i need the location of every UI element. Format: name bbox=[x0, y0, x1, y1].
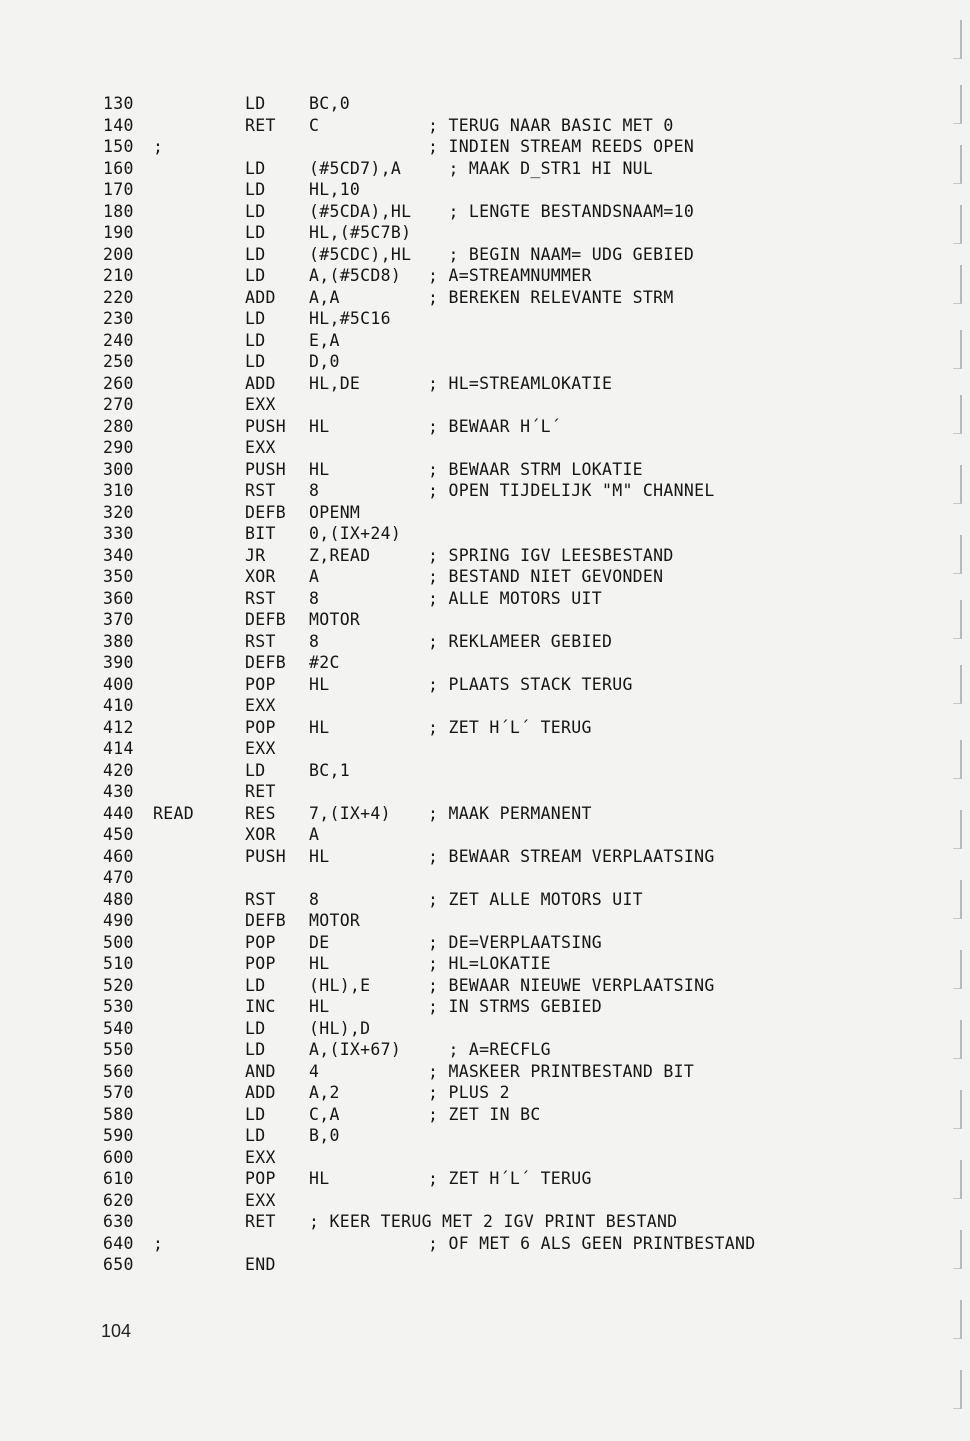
operand: 8 bbox=[309, 889, 320, 909]
opcode: POP bbox=[245, 1169, 276, 1188]
edge-tab bbox=[953, 330, 962, 369]
opcode: RST bbox=[245, 631, 276, 651]
code-line bbox=[0, 1211, 900, 1233]
opcode: EXX bbox=[245, 1147, 276, 1167]
operand: B,0 bbox=[309, 1126, 340, 1145]
code-line bbox=[0, 523, 900, 545]
code-line bbox=[0, 1254, 900, 1276]
operand: HL,(#5C7B) bbox=[309, 223, 412, 242]
operand: BC,0 bbox=[309, 94, 350, 113]
code-line bbox=[0, 1082, 900, 1104]
code-line bbox=[0, 136, 900, 158]
line-number: 530 bbox=[103, 997, 134, 1016]
code-line bbox=[0, 244, 900, 266]
line-number: 500 bbox=[103, 932, 134, 952]
line-number: 140 bbox=[103, 115, 134, 135]
line-number: 330 bbox=[103, 524, 134, 543]
code-line bbox=[0, 179, 900, 201]
line-number: 360 bbox=[103, 588, 134, 608]
operand: C,A bbox=[309, 1104, 340, 1124]
comment: ; OPEN TIJDELIJK "M" CHANNEL bbox=[428, 481, 715, 500]
code-line bbox=[0, 115, 900, 137]
opcode: LD bbox=[245, 330, 266, 350]
line-label: ; bbox=[153, 1233, 164, 1253]
opcode: XOR bbox=[245, 567, 276, 586]
edge-tab bbox=[953, 145, 962, 184]
code-line bbox=[0, 588, 900, 610]
code-line bbox=[0, 717, 900, 739]
operand: (HL),E bbox=[309, 975, 371, 995]
comment: ; MAAK D_STR1 HI NUL bbox=[428, 158, 654, 178]
opcode: RST bbox=[245, 889, 276, 909]
opcode: LD bbox=[245, 1018, 266, 1038]
operand: HL bbox=[309, 997, 330, 1016]
code-line bbox=[0, 416, 900, 438]
edge-tab bbox=[953, 20, 962, 59]
code-line bbox=[0, 910, 900, 932]
operand: HL bbox=[309, 954, 330, 973]
operand: (#5CDA),HL bbox=[309, 201, 412, 221]
line-number: 180 bbox=[103, 201, 134, 221]
line-number: 290 bbox=[103, 438, 134, 457]
opcode: LD bbox=[245, 244, 266, 264]
code-line bbox=[0, 287, 900, 309]
comment: ; REKLAMEER GEBIED bbox=[428, 631, 613, 651]
line-number: 380 bbox=[103, 631, 134, 651]
line-label: READ bbox=[153, 803, 194, 823]
operand: #2C bbox=[309, 653, 340, 672]
opcode: LD bbox=[245, 1104, 266, 1124]
code-line bbox=[0, 953, 900, 975]
code-line bbox=[0, 265, 900, 287]
operand: HL bbox=[309, 674, 330, 694]
opcode: BIT bbox=[245, 524, 276, 543]
code-line bbox=[0, 738, 900, 760]
edge-tab bbox=[953, 1230, 962, 1269]
opcode: EXX bbox=[245, 438, 276, 457]
code-line bbox=[0, 437, 900, 459]
code-line bbox=[0, 674, 900, 696]
comment: ; HL=LOKATIE bbox=[428, 954, 551, 973]
operand: HL bbox=[309, 416, 330, 436]
line-number: 414 bbox=[103, 739, 134, 758]
line-number: 230 bbox=[103, 309, 134, 328]
opcode: LD bbox=[245, 180, 266, 199]
operand: C bbox=[309, 115, 320, 135]
opcode: EXX bbox=[245, 739, 276, 758]
line-number: 320 bbox=[103, 502, 134, 522]
opcode: PUSH bbox=[245, 846, 286, 866]
code-line bbox=[0, 502, 900, 524]
edge-tab bbox=[953, 1090, 962, 1129]
line-number: 480 bbox=[103, 889, 134, 909]
edge-tab bbox=[953, 85, 962, 124]
opcode: EXX bbox=[245, 395, 276, 414]
code-line bbox=[0, 932, 900, 954]
opcode: AND bbox=[245, 1061, 276, 1081]
edge-tab bbox=[953, 1370, 962, 1409]
opcode: LD bbox=[245, 1126, 266, 1145]
page-edge-index-tabs bbox=[920, 0, 970, 1441]
line-number: 430 bbox=[103, 782, 134, 801]
line-number: 420 bbox=[103, 760, 134, 780]
line-number: 190 bbox=[103, 223, 134, 242]
opcode: RST bbox=[245, 588, 276, 608]
opcode: END bbox=[245, 1255, 276, 1274]
opcode: RES bbox=[245, 803, 276, 823]
line-number: 640 bbox=[103, 1233, 134, 1253]
opcode: LD bbox=[245, 223, 266, 242]
edge-tab bbox=[953, 205, 962, 244]
opcode: DEFB bbox=[245, 653, 286, 672]
comment: ; BEGIN NAAM= UDG GEBIED bbox=[428, 244, 695, 264]
opcode: LD bbox=[245, 975, 266, 995]
code-line bbox=[0, 308, 900, 330]
opcode: PUSH bbox=[245, 416, 286, 436]
opcode: XOR bbox=[245, 825, 276, 844]
line-number: 490 bbox=[103, 911, 134, 930]
code-line bbox=[0, 631, 900, 653]
operand: A,(#5CD8) bbox=[309, 266, 402, 285]
code-line bbox=[0, 781, 900, 803]
edge-tab bbox=[953, 465, 962, 504]
line-number: 200 bbox=[103, 244, 134, 264]
line-number: 310 bbox=[103, 481, 134, 500]
edge-tab bbox=[953, 395, 962, 434]
line-number: 550 bbox=[103, 1040, 134, 1059]
code-line bbox=[0, 566, 900, 588]
operand: OPENM bbox=[309, 502, 361, 522]
comment: ; INDIEN STREAM REEDS OPEN bbox=[428, 137, 695, 156]
opcode: POP bbox=[245, 932, 276, 952]
operand: A bbox=[309, 567, 320, 586]
operand: (#5CD7),A bbox=[309, 158, 402, 178]
edge-tab bbox=[953, 880, 962, 919]
operand: E,A bbox=[309, 330, 340, 350]
opcode: RET bbox=[245, 1212, 276, 1231]
line-number: 160 bbox=[103, 158, 134, 178]
line-number: 260 bbox=[103, 373, 134, 393]
line-number: 650 bbox=[103, 1255, 134, 1274]
opcode: DEFB bbox=[245, 911, 286, 930]
line-number: 350 bbox=[103, 567, 134, 586]
code-line bbox=[0, 1168, 900, 1190]
line-number: 440 bbox=[103, 803, 134, 823]
comment: ; BEWAAR H´L´ bbox=[428, 416, 562, 436]
operand: MOTOR bbox=[309, 911, 361, 930]
code-line bbox=[0, 867, 900, 889]
operand: A,(IX+67) bbox=[309, 1040, 402, 1059]
opcode: LD bbox=[245, 309, 266, 328]
edge-tab bbox=[953, 600, 962, 639]
operand: DE bbox=[309, 932, 330, 952]
comment: ; A=RECFLG bbox=[428, 1040, 551, 1059]
comment: ; MAAK PERMANENT bbox=[428, 803, 592, 823]
code-line bbox=[0, 394, 900, 416]
operand: HL bbox=[309, 1169, 330, 1188]
line-number: 410 bbox=[103, 696, 134, 715]
line-number: 630 bbox=[103, 1212, 134, 1231]
code-line bbox=[0, 1018, 900, 1040]
operand: HL,#5C16 bbox=[309, 309, 391, 328]
line-number: 400 bbox=[103, 674, 134, 694]
edge-tab bbox=[953, 265, 962, 304]
comment: ; HL=STREAMLOKATIE bbox=[428, 373, 613, 393]
operand: ; KEER TERUG MET 2 IGV PRINT BESTAND bbox=[309, 1212, 678, 1231]
opcode: EXX bbox=[245, 696, 276, 715]
line-number: 240 bbox=[103, 330, 134, 350]
line-number: 620 bbox=[103, 1190, 134, 1210]
page-number: 104 bbox=[101, 1321, 132, 1341]
code-line bbox=[0, 545, 900, 567]
line-number: 280 bbox=[103, 416, 134, 436]
line-number: 510 bbox=[103, 954, 134, 973]
operand: D,0 bbox=[309, 352, 340, 371]
opcode: INC bbox=[245, 997, 276, 1016]
line-number: 250 bbox=[103, 352, 134, 371]
opcode: LD bbox=[245, 760, 266, 780]
opcode: EXX bbox=[245, 1190, 276, 1210]
comment: ; TERUG NAAR BASIC MET 0 bbox=[428, 115, 674, 135]
line-number: 520 bbox=[103, 975, 134, 995]
line-number: 470 bbox=[103, 868, 134, 887]
code-line bbox=[0, 1190, 900, 1212]
operand: HL bbox=[309, 459, 330, 479]
line-number: 150 bbox=[103, 137, 134, 156]
code-line bbox=[0, 824, 900, 846]
code-line bbox=[0, 459, 900, 481]
code-line bbox=[0, 222, 900, 244]
opcode: DEFB bbox=[245, 610, 286, 629]
comment: ; ZET H´L´ TERUG bbox=[428, 717, 592, 737]
code-line bbox=[0, 975, 900, 997]
code-line bbox=[0, 996, 900, 1018]
comment: ; MASKEER PRINTBESTAND BIT bbox=[428, 1061, 695, 1081]
line-number: 270 bbox=[103, 395, 134, 414]
operand: HL bbox=[309, 846, 330, 866]
comment: ; BEWAAR STRM LOKATIE bbox=[428, 459, 643, 479]
comment: ; BEWAAR STREAM VERPLAATSING bbox=[428, 846, 715, 866]
edge-tab bbox=[953, 950, 962, 989]
line-number: 170 bbox=[103, 180, 134, 199]
line-number: 300 bbox=[103, 459, 134, 479]
line-number: 600 bbox=[103, 1147, 134, 1167]
comment: ; DE=VERPLAATSING bbox=[428, 932, 602, 952]
operand: A,A bbox=[309, 287, 340, 307]
line-number: 370 bbox=[103, 610, 134, 629]
line-label: ; bbox=[153, 137, 164, 156]
comment: ; SPRING IGV LEESBESTAND bbox=[428, 545, 674, 565]
opcode: ADD bbox=[245, 287, 276, 307]
comment: ; A=STREAMNUMMER bbox=[428, 266, 592, 285]
opcode: POP bbox=[245, 674, 276, 694]
operand: 0,(IX+24) bbox=[309, 524, 402, 543]
comment: ; ZET IN BC bbox=[428, 1104, 541, 1124]
operand: (#5CDC),HL bbox=[309, 244, 412, 264]
opcode: DEFB bbox=[245, 502, 286, 522]
line-number: 450 bbox=[103, 825, 134, 844]
assembly-listing bbox=[0, 93, 900, 1276]
code-line bbox=[0, 1125, 900, 1147]
code-line bbox=[0, 1233, 900, 1255]
opcode: LD bbox=[245, 201, 266, 221]
line-number: 570 bbox=[103, 1083, 134, 1102]
code-line bbox=[0, 652, 900, 674]
line-number: 610 bbox=[103, 1169, 134, 1188]
opcode: ADD bbox=[245, 1083, 276, 1102]
operand: 7,(IX+4) bbox=[309, 803, 391, 823]
comment: ; BESTAND NIET GEVONDEN bbox=[428, 567, 664, 586]
comment: ; ZET H´L´ TERUG bbox=[428, 1169, 592, 1188]
edge-tab bbox=[953, 1160, 962, 1199]
edge-tab bbox=[953, 1020, 962, 1059]
edge-tab bbox=[953, 1300, 962, 1339]
code-line bbox=[0, 93, 900, 115]
code-line bbox=[0, 760, 900, 782]
edge-tab bbox=[953, 810, 962, 849]
comment: ; PLAATS STACK TERUG bbox=[428, 674, 633, 694]
comment: ; IN STRMS GEBIED bbox=[428, 997, 602, 1016]
code-line bbox=[0, 158, 900, 180]
comment: ; BEREKEN RELEVANTE STRM bbox=[428, 287, 674, 307]
line-number: 210 bbox=[103, 266, 134, 285]
code-line bbox=[0, 1039, 900, 1061]
code-line bbox=[0, 846, 900, 868]
operand: HL,10 bbox=[309, 180, 361, 199]
comment: ; OF MET 6 ALS GEEN PRINTBESTAND bbox=[428, 1233, 756, 1253]
opcode: RST bbox=[245, 481, 276, 500]
comment: ; ZET ALLE MOTORS UIT bbox=[428, 889, 643, 909]
opcode: LD bbox=[245, 266, 266, 285]
opcode: RET bbox=[245, 115, 276, 135]
operand: 8 bbox=[309, 588, 320, 608]
operand: 4 bbox=[309, 1061, 320, 1081]
line-number: 412 bbox=[103, 717, 134, 737]
edge-tab bbox=[953, 665, 962, 704]
line-number: 130 bbox=[103, 94, 134, 113]
line-number: 580 bbox=[103, 1104, 134, 1124]
code-line bbox=[0, 803, 900, 825]
operand: A bbox=[309, 825, 320, 844]
opcode: LD bbox=[245, 352, 266, 371]
operand: (HL),D bbox=[309, 1018, 371, 1038]
operand: Z,READ bbox=[309, 545, 371, 565]
line-number: 340 bbox=[103, 545, 134, 565]
opcode: LD bbox=[245, 158, 266, 178]
edge-tab bbox=[953, 740, 962, 779]
comment: ; PLUS 2 bbox=[428, 1083, 510, 1102]
code-line bbox=[0, 351, 900, 373]
comment: ; LENGTE BESTANDSNAAM=10 bbox=[428, 201, 695, 221]
code-line bbox=[0, 201, 900, 223]
code-line bbox=[0, 609, 900, 631]
opcode: PUSH bbox=[245, 459, 286, 479]
opcode: JR bbox=[245, 545, 266, 565]
line-number: 220 bbox=[103, 287, 134, 307]
opcode: ADD bbox=[245, 373, 276, 393]
edge-tab bbox=[953, 535, 962, 574]
code-line bbox=[0, 1147, 900, 1169]
operand: 8 bbox=[309, 481, 320, 500]
code-line bbox=[0, 1104, 900, 1126]
opcode: POP bbox=[245, 954, 276, 973]
code-line bbox=[0, 373, 900, 395]
opcode: POP bbox=[245, 717, 276, 737]
comment: ; BEWAAR NIEUWE VERPLAATSING bbox=[428, 975, 715, 995]
opcode: RET bbox=[245, 782, 276, 801]
operand: BC,1 bbox=[309, 760, 350, 780]
operand: HL,DE bbox=[309, 373, 361, 393]
code-line bbox=[0, 330, 900, 352]
line-number: 390 bbox=[103, 653, 134, 672]
line-number: 540 bbox=[103, 1018, 134, 1038]
operand: A,2 bbox=[309, 1083, 340, 1102]
code-line bbox=[0, 480, 900, 502]
opcode: LD bbox=[245, 94, 266, 113]
code-line bbox=[0, 1061, 900, 1083]
opcode: LD bbox=[245, 1040, 266, 1059]
operand: MOTOR bbox=[309, 610, 361, 629]
line-number: 590 bbox=[103, 1126, 134, 1145]
line-number: 560 bbox=[103, 1061, 134, 1081]
comment: ; ALLE MOTORS UIT bbox=[428, 588, 602, 608]
code-line bbox=[0, 695, 900, 717]
line-number: 460 bbox=[103, 846, 134, 866]
code-line bbox=[0, 889, 900, 911]
operand: HL bbox=[309, 717, 330, 737]
operand: 8 bbox=[309, 631, 320, 651]
